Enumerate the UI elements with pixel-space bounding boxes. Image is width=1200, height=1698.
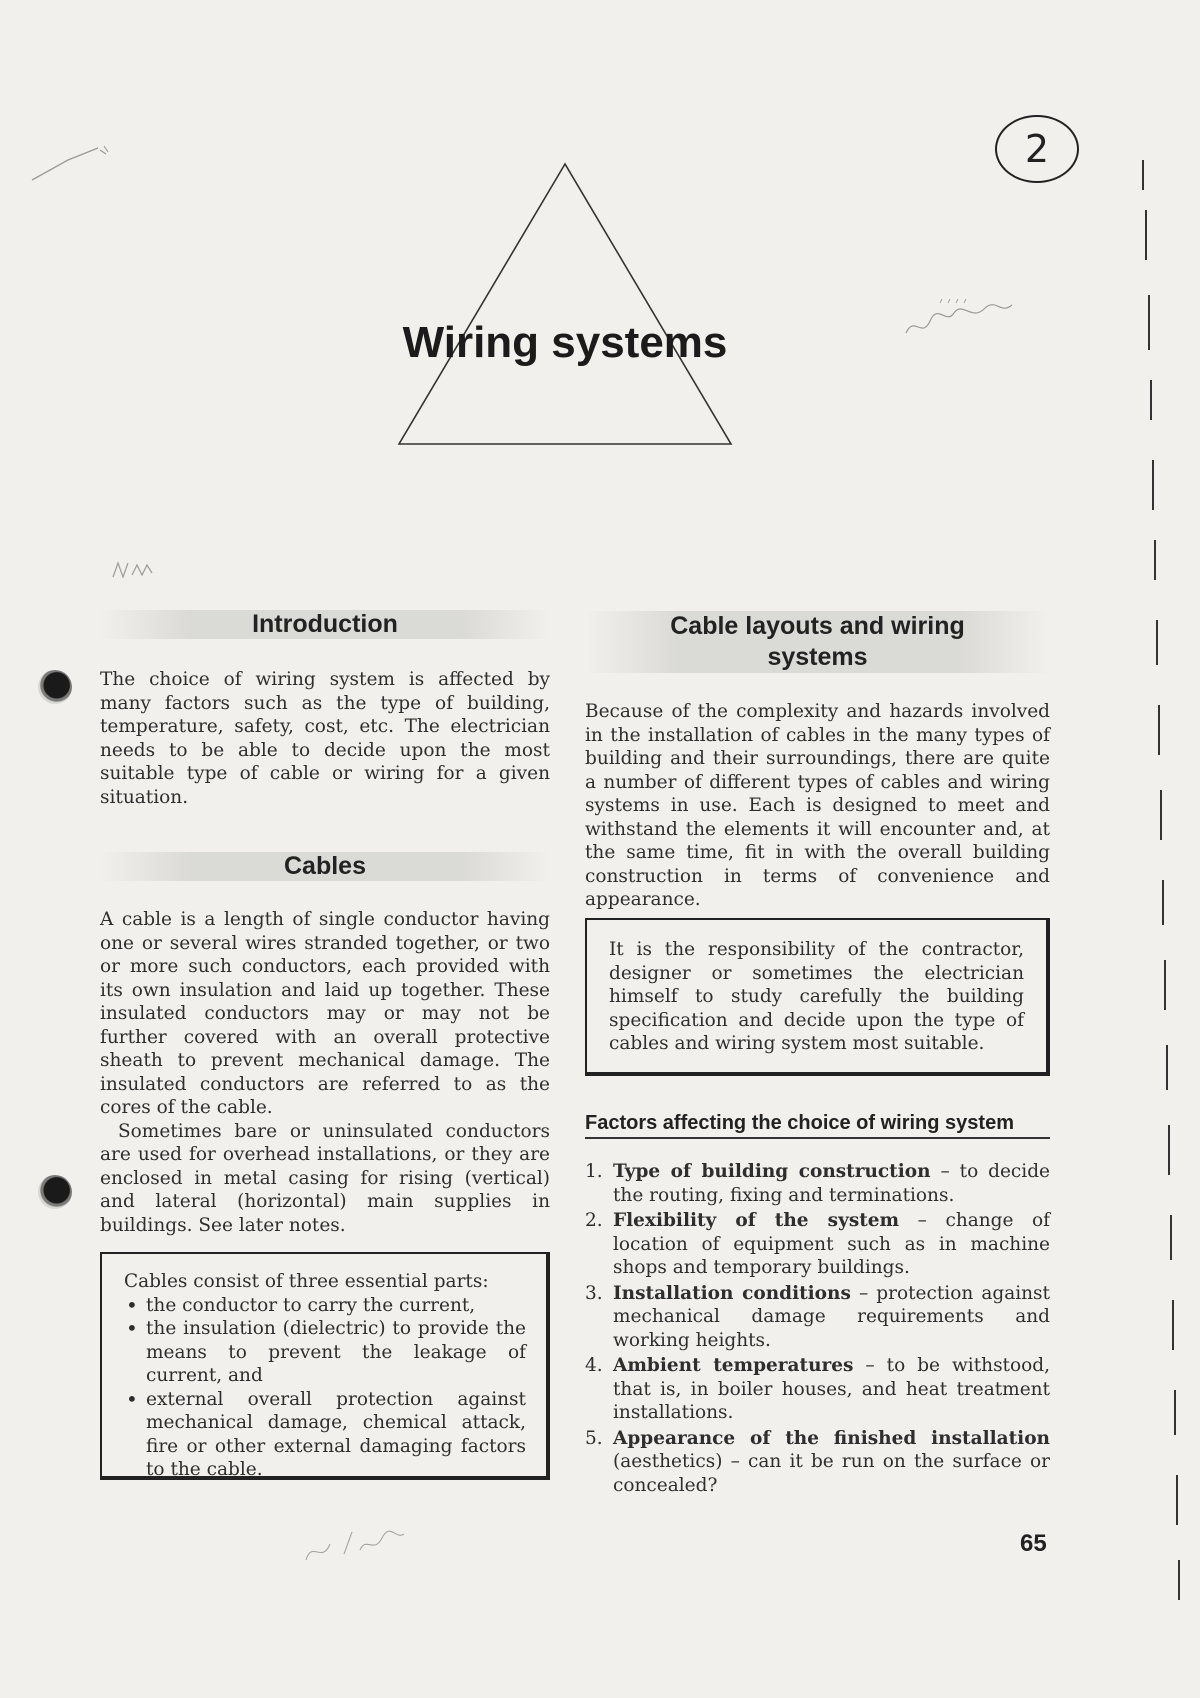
- factor-number: 1.: [585, 1161, 603, 1182]
- triangle-icon: [395, 160, 735, 455]
- cable-layouts-heading-line1: Cable layouts and wiring: [670, 612, 965, 640]
- introduction-paragraph: The choice of wiring system is affected by many factors such as the type of building, temperature, safety, cost, etc. The electrician needs to be able to decide upon the most suitable type of cable or wiring for a given situation.: [100, 669, 550, 808]
- pencil-scribble-icon: [110, 555, 160, 585]
- cables-heading: Cables: [100, 852, 550, 881]
- cables-paragraph-2: Sometimes bare or uninsulated conductors are used for overhead installations, or they are enclosed in metal casing for rising (vertical) and lateral (horizontal) main supplies in buildings. See later notes.: [100, 1120, 550, 1236]
- factor-term: Installation conditions: [613, 1282, 851, 1304]
- scan-mark: [1145, 210, 1147, 260]
- scan-mark: [1164, 960, 1166, 1010]
- factor-term: Appearance of the finished installation: [613, 1427, 1050, 1449]
- factor-description: – to decide the routing, fixing and terminations.: [613, 1161, 1050, 1206]
- scan-mark: [1152, 460, 1154, 510]
- list-item: [585, 1427, 1050, 1498]
- cables-paragraph-1: A cable is a length of single conductor having one or several wires stranded together, or two or more such conductors, each provided with its own insulation and laid up together. These insulated conductors may or may not be further covered with an overall protective sheath to prevent mechanical damage. The insulated conductors are referred to as the cores of the cable.: [100, 909, 550, 1118]
- pencil-scribble-icon: [300, 1520, 410, 1570]
- cable-parts-list: [124, 1294, 526, 1482]
- pencil-scribble-icon: [28, 140, 118, 190]
- list-item: [585, 1160, 1050, 1207]
- cable-layouts-paragraph: Because of the complexity and hazards involved in the installation of cables in the many types of building and their surroundings, there are quite a number of different types of cables and wiring systems in use. Each is designed to meet and withstand the elements it will encounter and, at the same time, fit in with the overall building construction in terms of convenience and appearance.: [585, 701, 1050, 910]
- factor-number: 3.: [585, 1282, 603, 1304]
- cable-layouts-heading-line2: systems: [767, 643, 868, 671]
- factor-number: 4.: [585, 1355, 603, 1376]
- factor-description: – to be withstood, that is, in boiler houses, and heat treatment installations.: [613, 1355, 1050, 1423]
- binder-hole-icon: [38, 1175, 72, 1209]
- scan-mark: [1174, 1390, 1176, 1435]
- scan-mark: [1148, 295, 1150, 350]
- scan-mark: [1170, 1215, 1172, 1260]
- scan-mark: [1178, 1560, 1180, 1600]
- pencil-scribble-icon: [900, 295, 1020, 345]
- factor-description: – protection against mechanical damage requirements and working heights.: [613, 1282, 1050, 1351]
- scan-mark: [1172, 1300, 1174, 1350]
- list-item: • external overall protection against mechanical damage, chemical attack, fire or other external damaging factors to the cable.: [124, 1388, 526, 1482]
- page-title: Wiring systems: [402, 318, 728, 367]
- factors-list: [585, 1160, 1050, 1499]
- page-number: 65: [1020, 1530, 1047, 1557]
- factor-term: Ambient temperatures: [613, 1355, 854, 1376]
- responsibility-text: It is the responsibility of the contractor, designer or sometimes the electrician himself to study carefully the building specification and decide upon the type of cables and wiring system most suitable.: [609, 939, 1024, 1054]
- scan-mark: [1150, 380, 1152, 420]
- factors-heading: Factors affecting the choice of wiring system: [585, 1112, 1050, 1139]
- factor-term: Type of building construction: [613, 1161, 931, 1182]
- cable-layouts-text: [585, 700, 1050, 912]
- cable-layouts-heading: [585, 611, 1050, 673]
- factor-description: (aesthetics) – can it be run on the surface or concealed?: [613, 1451, 1050, 1496]
- scan-mark: [1158, 705, 1160, 755]
- scan-mark: [1176, 1475, 1178, 1525]
- scan-mark: [1142, 160, 1144, 190]
- responsibility-box: [585, 918, 1050, 1076]
- factor-description: – change of location of equipment such as in machine shops and temporary buildings.: [613, 1210, 1050, 1278]
- list-item: [585, 1282, 1050, 1353]
- circled-page-number: 2: [995, 115, 1079, 183]
- scan-mark: [1160, 790, 1162, 840]
- scan-mark: [1162, 880, 1164, 925]
- introduction-text: [100, 668, 550, 809]
- list-item: [585, 1354, 1050, 1425]
- list-item: [585, 1209, 1050, 1280]
- factor-term: Flexibility of the system: [613, 1210, 900, 1231]
- scan-mark: [1168, 1125, 1170, 1175]
- scan-mark: [1166, 1045, 1168, 1090]
- factor-number: 2.: [585, 1210, 603, 1231]
- list-item: • the insulation (dielectric) to provide the means to prevent the leakage of current, and: [124, 1317, 526, 1388]
- scan-mark: [1156, 620, 1158, 665]
- list-item: • the conductor to carry the current,: [124, 1294, 526, 1318]
- cable-parts-intro: Cables consist of three essential parts:: [124, 1271, 489, 1292]
- scan-mark: [1154, 540, 1156, 580]
- binder-hole-icon: [38, 670, 72, 704]
- cables-text: [100, 908, 550, 1237]
- introduction-heading: Introduction: [100, 610, 550, 639]
- factor-number: 5.: [585, 1427, 603, 1449]
- cable-parts-box: [100, 1252, 550, 1480]
